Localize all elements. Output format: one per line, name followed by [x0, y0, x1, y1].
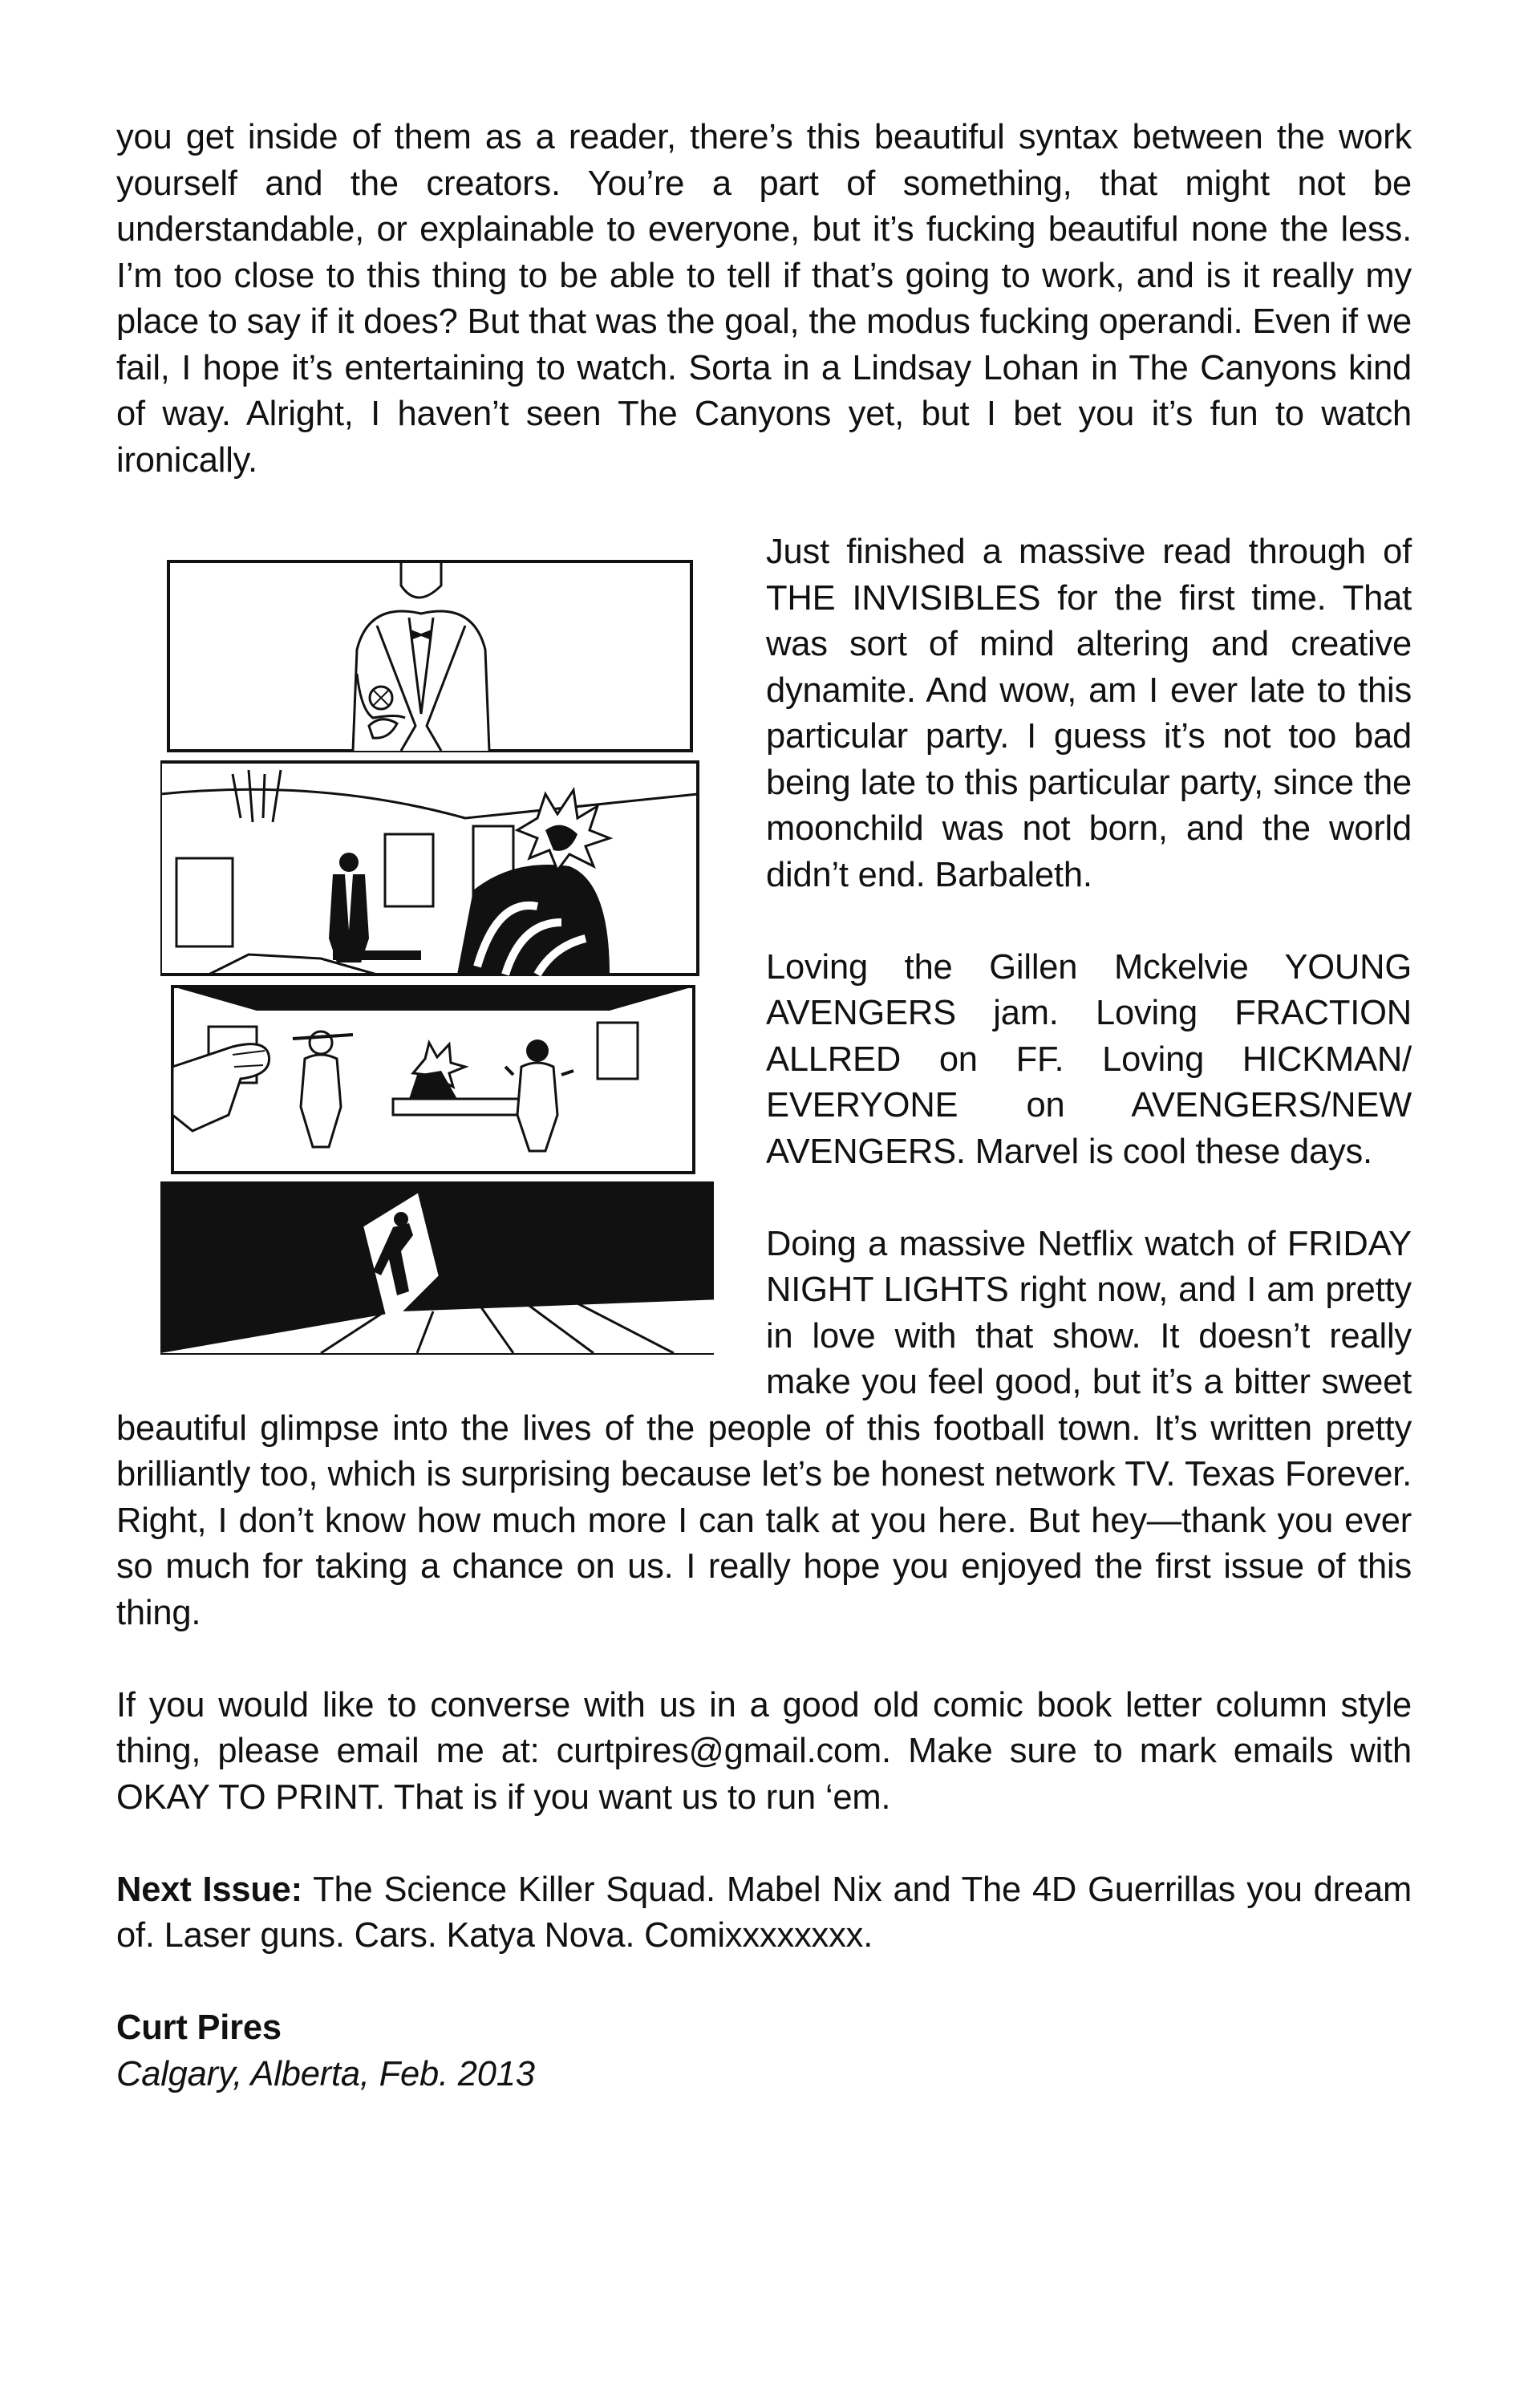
wrapped-section [116, 529, 1412, 2097]
author-name: Curt Pires [116, 2008, 282, 2047]
comic-panels-svg [160, 553, 714, 1356]
marvel-paragraph: Loving the Gillen Mckelvie YOUNG AVENGERS jam. Loving FRACTION ALLRED on FF. Loving HICKMAN/ EVERYONE on AVENGERS/NEW AVENGERS. Marvel is cool these days. [766, 947, 1412, 1171]
next-issue-label: Next Issue: [116, 1870, 302, 1909]
panel-1 [168, 561, 691, 751]
place-date: Calgary, Alberta, Feb. 2013 [116, 2054, 535, 2093]
invisibles-paragraph: Just finished a massive read through of THE INVISIBLES for the first time. That was sort of mind altering and creative dynamite. And wow, am I ever late to this particular party. I guess it’s not too bad being late to this particular party, since the moonchild was not born, and the world didn’t end. Barbaleth. [766, 533, 1412, 894]
netflix-paragraph: Doing a massive Netflix watch of FRIDAY NIGHT LIGHTS right now, and I am pretty in love with that show. It doesn’t really make you feel good, but it’s a bitter sweet beautiful glimpse into the lives of the people of this football town. It’s written pretty brilliantly too, which is surprising because let’s be honest network TV. Texas Forever. Right, I don’t know how much more I can talk at you here. But hey—thank you ever so much for taking a chance on us. I really hope you enjoyed the first issue of this thing. [116, 1224, 1412, 1632]
intro-paragraph: you get inside of them as a reader, there’s this beautiful syntax between the work yourself and the creators. You’re a part of something, that might not be understandable, or explainable to everyone, but it’s fucking beautiful none the less. I’m too close to this thing to be able to tell if that’s going to work, and is it really my place to say if it does? But that was the goal, the modus fucking operandi. Even if we fail, I hope it’s entertaining to watch. Sorta in a Lindsay Lohan in The Canyons kind of way. Alright, I haven’t seen The Canyons yet, but I bet you it’s fun to watch ironically. [116, 118, 1412, 480]
contact-paragraph: If you would like to converse with us in a good old comic book letter column style thing, please email me at: curtpires@gmail.com. Make sure to mark emails with OKAY TO PRINT. That is if you want us to run ‘em. [116, 1685, 1412, 1817]
panel-3 [172, 987, 694, 1173]
signature-block [116, 2005, 1412, 2097]
panel-4 [160, 1183, 714, 1353]
next-issue-paragraph [116, 1867, 1412, 1959]
panel-2 [160, 762, 698, 975]
next-issue-text: The Science Killer Squad. Mabel Nix and The 4D Guerrillas you dream of. Laser guns. Cars. Katya Nova. Comixxxxxxxx. [116, 1870, 1412, 1955]
comic-panels-illustration [116, 529, 714, 1364]
